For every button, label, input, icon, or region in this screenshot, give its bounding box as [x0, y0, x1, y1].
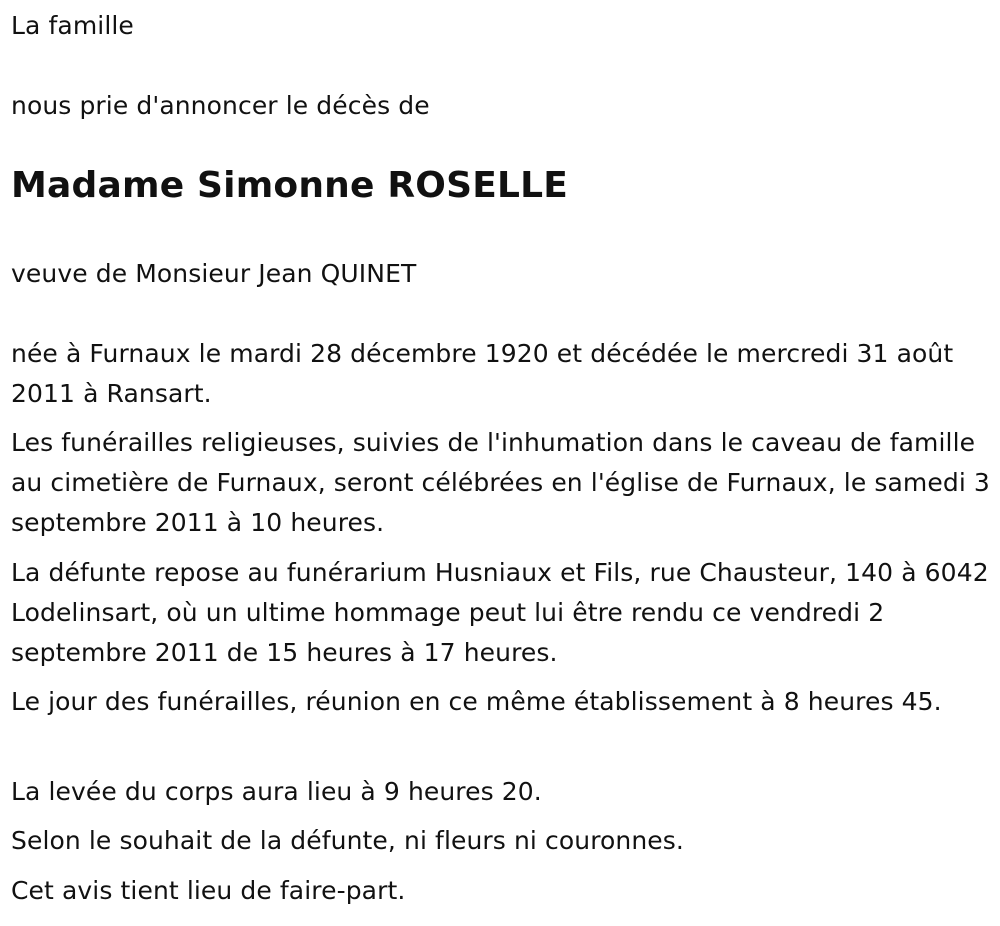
deceased-name: Madame Simonne ROSELLE — [11, 165, 569, 206]
announce-line: nous prie d'annoncer le décès de — [11, 91, 430, 120]
funerarium-paragraph: La défunte repose au funérarium Husniaux et Fils, rue Chausteur, 140 à 6042 Lodelinsart, où un ultime hommage peut lui être rendu ce vendredi 2 septembre 2011 de 15 heures à 17 heures. — [11, 558, 989, 667]
widow-line: veuve de Monsieur Jean QUINET — [11, 259, 417, 288]
flowers-paragraph: Selon le souhait de la défunte, ni fleurs ni couronnes. — [11, 826, 684, 855]
family-line: La famille — [11, 11, 134, 40]
announcement-paragraph: Cet avis tient lieu de faire-part. — [11, 876, 406, 905]
meeting-paragraph: Le jour des funérailles, réunion en ce même établissement à 8 heures 45. — [11, 687, 942, 716]
body-lifting-paragraph: La levée du corps aura lieu à 9 heures 20. — [11, 777, 542, 806]
birth-death-paragraph: née à Furnaux le mardi 28 décembre 1920 et décédée le mercredi 31 août 2011 à Ransart. — [11, 339, 954, 408]
funeral-paragraph: Les funérailles religieuses, suivies de l'inhumation dans le caveau de famille au cimetière de Furnaux, seront célébrées en l'église de Furnaux, le samedi 3 septembre 2011 à 10 heures. — [11, 428, 990, 537]
